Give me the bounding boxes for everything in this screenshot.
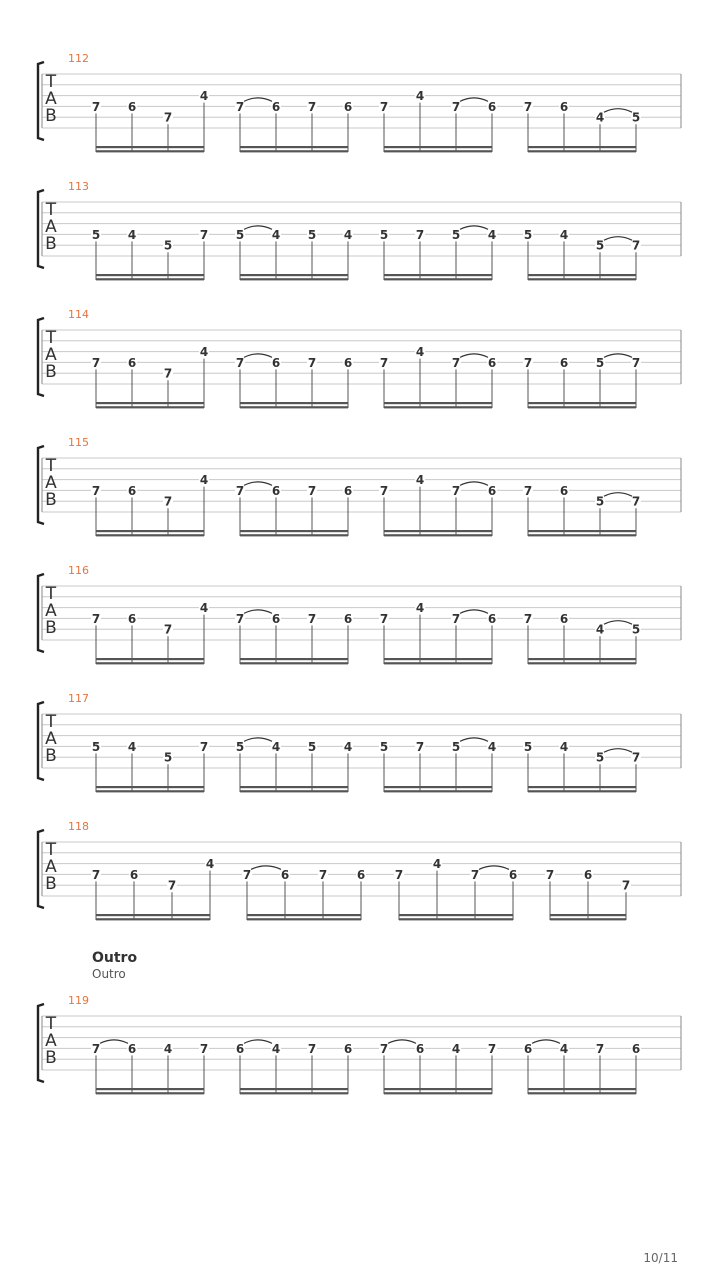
fret-number: 6 xyxy=(343,355,353,370)
fret-number: 6 xyxy=(487,355,497,370)
fret-number: 4 xyxy=(127,227,137,242)
tab-clef-letter: B xyxy=(45,106,57,126)
fret-number: 6 xyxy=(487,99,497,114)
beam xyxy=(384,402,492,404)
fret-number: 7 xyxy=(631,750,641,765)
fret-number: 5 xyxy=(235,227,245,242)
fret-number: 6 xyxy=(271,611,281,626)
fret-number: 7 xyxy=(545,867,555,882)
fret-number: 4 xyxy=(415,473,425,488)
tab-clef-letter: A xyxy=(45,89,57,109)
beam xyxy=(528,530,636,532)
beam xyxy=(528,402,636,404)
fret-number: 4 xyxy=(415,601,425,616)
beam xyxy=(384,1088,492,1090)
fret-number: 7 xyxy=(163,110,173,125)
fret-number: 6 xyxy=(280,867,290,882)
fret-number: 6 xyxy=(271,483,281,498)
beam xyxy=(247,918,361,920)
tie-arc xyxy=(251,866,281,870)
beam xyxy=(528,406,636,408)
tie-arc xyxy=(244,738,272,742)
fret-number: 7 xyxy=(379,1041,389,1056)
beam xyxy=(550,918,626,920)
fret-number: 7 xyxy=(235,611,245,626)
tie-arc xyxy=(460,610,488,614)
fret-number: 4 xyxy=(271,1041,281,1056)
beam xyxy=(247,914,361,916)
fret-number: 6 xyxy=(127,1041,137,1056)
fret-number: 4 xyxy=(595,622,605,637)
fret-number: 6 xyxy=(487,483,497,498)
fret-number: 5 xyxy=(595,355,605,370)
tab-clef-letter: B xyxy=(45,490,57,510)
tie-arc xyxy=(604,621,632,625)
fret-number: 5 xyxy=(451,227,461,242)
beam xyxy=(96,534,204,536)
fret-number: 6 xyxy=(559,99,569,114)
fret-number: 7 xyxy=(523,483,533,498)
tie-arc xyxy=(244,354,272,358)
beam xyxy=(96,278,204,280)
tie-arc xyxy=(244,98,272,102)
fret-number: 7 xyxy=(379,355,389,370)
fret-number: 6 xyxy=(583,867,593,882)
fret-number: 7 xyxy=(451,483,461,498)
beam xyxy=(240,406,348,408)
beam xyxy=(528,1088,636,1090)
fret-number: 7 xyxy=(163,622,173,637)
beam xyxy=(384,534,492,536)
fret-number: 7 xyxy=(91,611,101,626)
fret-number: 6 xyxy=(487,611,497,626)
fret-number: 6 xyxy=(127,483,137,498)
beam xyxy=(399,918,513,920)
tab-clef-letter: B xyxy=(45,618,57,638)
fret-number: 6 xyxy=(235,1041,245,1056)
fret-number: 7 xyxy=(394,867,404,882)
beam xyxy=(384,278,492,280)
tab-clef-letter: T xyxy=(45,200,57,220)
fret-number: 4 xyxy=(451,1041,461,1056)
fret-number: 7 xyxy=(91,99,101,114)
beam xyxy=(96,1092,204,1094)
tab-clef-letter: A xyxy=(45,473,57,493)
beam xyxy=(96,918,210,920)
fret-number: 5 xyxy=(379,227,389,242)
fret-number: 5 xyxy=(91,739,101,754)
fret-number: 7 xyxy=(199,227,209,242)
tie-arc xyxy=(388,1040,416,1044)
beam xyxy=(96,658,204,660)
fret-number: 6 xyxy=(343,99,353,114)
fret-number: 4 xyxy=(199,89,209,104)
fret-number: 5 xyxy=(163,750,173,765)
fret-number: 6 xyxy=(127,355,137,370)
fret-number: 7 xyxy=(415,739,425,754)
fret-number: 5 xyxy=(235,739,245,754)
fret-number: 7 xyxy=(470,867,480,882)
beam xyxy=(384,146,492,148)
tab-clef-letter: B xyxy=(45,234,57,254)
fret-number: 4 xyxy=(343,739,353,754)
fret-number: 5 xyxy=(451,739,461,754)
measure-number: 114 xyxy=(68,308,89,321)
tie-arc xyxy=(244,482,272,486)
fret-number: 6 xyxy=(271,355,281,370)
fret-number: 4 xyxy=(487,739,497,754)
beam xyxy=(96,662,204,664)
tab-clef-letter: B xyxy=(45,746,57,766)
fret-number: 5 xyxy=(379,739,389,754)
tab-clef-letter: A xyxy=(45,345,57,365)
tab-clef-letter: A xyxy=(45,1031,57,1051)
fret-number: 4 xyxy=(271,227,281,242)
measure-number: 118 xyxy=(68,820,89,833)
beam xyxy=(384,1092,492,1094)
fret-number: 7 xyxy=(451,355,461,370)
beam xyxy=(528,790,636,792)
beam xyxy=(384,786,492,788)
beam xyxy=(96,402,204,404)
fret-number: 7 xyxy=(242,867,252,882)
beam xyxy=(96,914,210,916)
fret-number: 4 xyxy=(415,345,425,360)
fret-number: 4 xyxy=(559,739,569,754)
tab-clef-letter: T xyxy=(45,72,57,92)
fret-number: 4 xyxy=(559,1041,569,1056)
beam xyxy=(384,406,492,408)
fret-number: 7 xyxy=(379,483,389,498)
beam xyxy=(528,274,636,276)
fret-number: 7 xyxy=(379,99,389,114)
page-number: 10/11 xyxy=(643,1251,678,1265)
fret-number: 7 xyxy=(91,867,101,882)
tab-clef-letter: B xyxy=(45,362,57,382)
fret-number: 4 xyxy=(559,227,569,242)
fret-number: 7 xyxy=(318,867,328,882)
fret-number: 6 xyxy=(343,1041,353,1056)
fret-number: 7 xyxy=(451,611,461,626)
fret-number: 6 xyxy=(523,1041,533,1056)
tab-clef-letter: T xyxy=(45,1014,57,1034)
tie-arc xyxy=(460,738,488,742)
fret-number: 7 xyxy=(379,611,389,626)
beam xyxy=(96,146,204,148)
fret-number: 7 xyxy=(595,1041,605,1056)
beam xyxy=(240,150,348,152)
fret-number: 7 xyxy=(235,99,245,114)
tab-clef-letter: T xyxy=(45,456,57,476)
tab-clef-letter: A xyxy=(45,729,57,749)
beam xyxy=(240,530,348,532)
fret-number: 7 xyxy=(523,611,533,626)
fret-number: 7 xyxy=(235,355,245,370)
tab-clef-letter: A xyxy=(45,857,57,877)
fret-number: 7 xyxy=(307,355,317,370)
fret-number: 5 xyxy=(595,238,605,253)
fret-number: 5 xyxy=(631,622,641,637)
section-title: Outro xyxy=(92,950,138,966)
beam xyxy=(96,530,204,532)
beam xyxy=(96,790,204,792)
tie-arc xyxy=(460,482,488,486)
beam xyxy=(384,790,492,792)
tie-arc xyxy=(244,1040,272,1044)
fret-number: 6 xyxy=(559,483,569,498)
beam xyxy=(96,274,204,276)
beam xyxy=(528,146,636,148)
fret-number: 5 xyxy=(631,110,641,125)
measure-number: 119 xyxy=(68,994,89,1007)
fret-number: 7 xyxy=(621,878,631,893)
fret-number: 4 xyxy=(432,857,442,872)
fret-number: 5 xyxy=(595,750,605,765)
beam xyxy=(96,786,204,788)
tie-arc xyxy=(604,493,632,497)
fret-number: 7 xyxy=(235,483,245,498)
beam xyxy=(528,1092,636,1094)
fret-number: 5 xyxy=(523,739,533,754)
fret-number: 7 xyxy=(199,739,209,754)
tab-clef-letter: B xyxy=(45,874,57,894)
beam xyxy=(240,658,348,660)
beam xyxy=(528,662,636,664)
beam xyxy=(384,274,492,276)
beam xyxy=(240,662,348,664)
fret-number: 4 xyxy=(163,1041,173,1056)
tie-arc xyxy=(460,226,488,230)
fret-number: 7 xyxy=(307,99,317,114)
fret-number: 6 xyxy=(508,867,518,882)
fret-number: 6 xyxy=(271,99,281,114)
tie-arc xyxy=(244,226,272,230)
tie-arc xyxy=(604,354,632,358)
fret-number: 4 xyxy=(127,739,137,754)
measure-number: 117 xyxy=(68,692,89,705)
tie-arc xyxy=(479,866,509,870)
fret-number: 7 xyxy=(307,611,317,626)
beam xyxy=(384,530,492,532)
measure-number: 116 xyxy=(68,564,89,577)
fret-number: 5 xyxy=(523,227,533,242)
fret-number: 7 xyxy=(91,483,101,498)
fret-number: 7 xyxy=(163,494,173,509)
fret-number: 7 xyxy=(163,366,173,381)
tie-arc xyxy=(604,749,632,753)
fret-number: 6 xyxy=(631,1041,641,1056)
beam xyxy=(240,534,348,536)
fret-number: 6 xyxy=(343,483,353,498)
beam xyxy=(240,146,348,148)
tab-clef-letter: T xyxy=(45,584,57,604)
fret-number: 4 xyxy=(271,739,281,754)
fret-number: 6 xyxy=(415,1041,425,1056)
beam xyxy=(384,658,492,660)
tie-arc xyxy=(532,1040,560,1044)
beam xyxy=(550,914,626,916)
beam xyxy=(96,150,204,152)
fret-number: 4 xyxy=(343,227,353,242)
beam xyxy=(528,534,636,536)
beam xyxy=(240,278,348,280)
beam xyxy=(384,150,492,152)
fret-number: 4 xyxy=(415,89,425,104)
tie-arc xyxy=(460,354,488,358)
beam xyxy=(240,1088,348,1090)
beam xyxy=(528,150,636,152)
tie-arc xyxy=(244,610,272,614)
fret-number: 4 xyxy=(199,473,209,488)
beam xyxy=(240,790,348,792)
beam xyxy=(528,786,636,788)
fret-number: 4 xyxy=(199,345,209,360)
beam xyxy=(528,658,636,660)
fret-number: 7 xyxy=(307,1041,317,1056)
fret-number: 7 xyxy=(415,227,425,242)
tab-clef-letter: T xyxy=(45,712,57,732)
beam xyxy=(240,402,348,404)
fret-number: 7 xyxy=(631,355,641,370)
fret-number: 5 xyxy=(595,494,605,509)
beam xyxy=(399,914,513,916)
fret-number: 6 xyxy=(129,867,139,882)
fret-number: 5 xyxy=(307,227,317,242)
fret-number: 4 xyxy=(199,601,209,616)
beam xyxy=(96,1088,204,1090)
fret-number: 7 xyxy=(631,238,641,253)
fret-number: 7 xyxy=(91,355,101,370)
fret-number: 4 xyxy=(205,857,215,872)
fret-number: 7 xyxy=(631,494,641,509)
fret-number: 6 xyxy=(127,99,137,114)
beam xyxy=(240,274,348,276)
beam xyxy=(528,278,636,280)
beam xyxy=(240,786,348,788)
fret-number: 7 xyxy=(167,878,177,893)
fret-number: 4 xyxy=(595,110,605,125)
fret-number: 6 xyxy=(559,355,569,370)
fret-number: 6 xyxy=(343,611,353,626)
fret-number: 7 xyxy=(523,99,533,114)
tab-clef-letter: A xyxy=(45,601,57,621)
fret-number: 6 xyxy=(127,611,137,626)
measure-number: 115 xyxy=(68,436,89,449)
fret-number: 7 xyxy=(91,1041,101,1056)
tab-clef-letter: B xyxy=(45,1048,57,1068)
tab-clef-letter: T xyxy=(45,328,57,348)
fret-number: 4 xyxy=(487,227,497,242)
fret-number: 7 xyxy=(451,99,461,114)
fret-number: 7 xyxy=(199,1041,209,1056)
fret-number: 7 xyxy=(487,1041,497,1056)
tie-arc xyxy=(604,109,632,113)
measure-number: 112 xyxy=(68,52,89,65)
fret-number: 6 xyxy=(356,867,366,882)
section-subtitle: Outro xyxy=(92,967,126,981)
fret-number: 6 xyxy=(559,611,569,626)
tab-clef-letter: T xyxy=(45,840,57,860)
fret-number: 5 xyxy=(91,227,101,242)
tie-arc xyxy=(604,237,632,241)
measure-number: 113 xyxy=(68,180,89,193)
tab-clef-letter: A xyxy=(45,217,57,237)
fret-number: 5 xyxy=(307,739,317,754)
beam xyxy=(384,662,492,664)
fret-number: 5 xyxy=(163,238,173,253)
beam xyxy=(240,1092,348,1094)
tie-arc xyxy=(460,98,488,102)
fret-number: 7 xyxy=(307,483,317,498)
beam xyxy=(96,406,204,408)
fret-number: 7 xyxy=(523,355,533,370)
tie-arc xyxy=(100,1040,128,1044)
